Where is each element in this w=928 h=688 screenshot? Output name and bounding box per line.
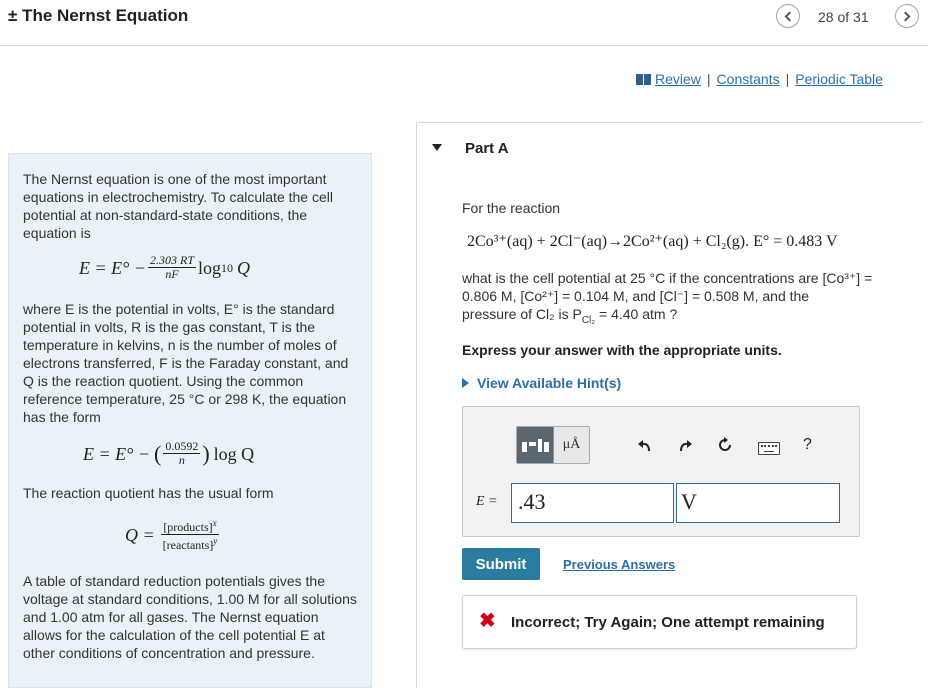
- eq1-log: log: [198, 257, 222, 278]
- question-line-1: what is the cell potential at 25 °C if the concentrations are [Co³⁺] =: [462, 270, 873, 286]
- math-toolbar: [516, 427, 590, 463]
- eq3-fraction: [161, 517, 220, 552]
- panel-divider: [416, 122, 417, 688]
- hint-label: View Available Hint(s): [477, 375, 622, 391]
- eq3-denominator: [reactants]: [162, 538, 214, 552]
- part-a-title[interactable]: Part A: [465, 140, 509, 157]
- question-line-3-end: = 4.40 atm ?: [595, 306, 678, 322]
- eq3-left: Q =: [125, 524, 155, 545]
- templates-icon-bar: [522, 442, 527, 452]
- page-title: ± The Nernst Equation: [8, 6, 189, 25]
- question-line-3: [462, 305, 918, 330]
- intro-paragraph-3: The reaction quotient has the usual form: [23, 485, 274, 501]
- submit-button[interactable]: Submit: [462, 548, 540, 580]
- answer-label: E =: [476, 494, 498, 509]
- part-divider: [418, 122, 923, 123]
- templates-icon: [522, 439, 549, 452]
- eq1-numerator: 2.303 RT: [149, 253, 194, 267]
- help-icon[interactable]: ?: [803, 436, 812, 453]
- intro-paragraph-1: The Nernst equation is one of the most important equations in electrochemistry. To calculate the cell potential at non-standard-state conditions, the equation is: [23, 171, 333, 241]
- chevron-right-icon: [901, 11, 911, 21]
- header: [0, 0, 928, 46]
- next-button[interactable]: [895, 4, 919, 28]
- answer-value-input[interactable]: .43: [511, 483, 674, 523]
- templates-button[interactable]: [517, 427, 553, 463]
- resource-links: [636, 71, 883, 87]
- eq3-numerator: [products]: [163, 520, 213, 534]
- eq1-q: Q: [237, 257, 251, 278]
- chevron-left-icon: [785, 11, 795, 21]
- question-text: [462, 269, 918, 330]
- review-link[interactable]: Review: [655, 71, 701, 87]
- templates-icon-bar: [544, 442, 549, 452]
- collapse-triangle-icon[interactable]: [432, 144, 442, 151]
- link-separator: |: [785, 71, 790, 87]
- reset-icon[interactable]: [713, 433, 737, 457]
- eq2-numerator: 0.0592: [165, 439, 199, 453]
- nernst-equation-298k: [83, 440, 254, 467]
- book-icon: [636, 74, 651, 85]
- question-line-2: 0.806 M, [Co²⁺] = 0.104 M, and [Cl⁻] = 0.508 M, and the: [462, 288, 810, 304]
- eq2-paren-open: (: [153, 440, 162, 466]
- reaction-equation: 2Co³⁺(aq) + 2Cl⁻(aq)→2Co²⁺(aq) + Cl₂(g). E° = 0.483 V: [467, 233, 838, 250]
- redo-icon[interactable]: [673, 433, 697, 457]
- keyboard-icon[interactable]: [758, 442, 780, 455]
- eq2-log-q: log Q: [213, 443, 255, 464]
- constants-link[interactable]: Constants: [716, 71, 780, 87]
- intro-paragraph-4: A table of standard reduction potentials gives the voltage at standard conditions, 1.00 M for all solutions and 1.00 atm for all gases. The Nernst equation allows for the calculation of the cell potential E at other conditions of concentration and pressure.: [23, 573, 357, 661]
- eq1-fraction: [148, 254, 196, 281]
- undo-icon[interactable]: [633, 433, 657, 457]
- templates-icon-bar: [529, 442, 536, 446]
- eq3-den-exponent: y: [213, 536, 218, 546]
- units-button[interactable]: μÅ: [553, 427, 589, 463]
- eq2-left: E = E° −: [83, 443, 150, 464]
- intro-paragraph-2: where E is the potential in volts, E° is the standard potential in volts, R is the gas constant, T is the temperature in kelvins, n is the number of moles of electrons transferred, F is the Faraday constant, and Q is the reaction quotient. Using the common reference temperature, 25 °C or 298 K, the equation has the form: [23, 301, 349, 425]
- feedback-message: Incorrect; Try Again; One attempt remaining: [511, 614, 825, 631]
- periodic-table-link[interactable]: Periodic Table: [795, 71, 883, 87]
- expand-triangle-icon: [462, 378, 469, 388]
- templates-icon-bar: [538, 439, 542, 452]
- view-hints-link[interactable]: [462, 375, 621, 391]
- incorrect-icon: ✖: [479, 610, 496, 632]
- eq2-fraction: [163, 440, 200, 467]
- question-line-3-start: pressure of Cl₂ is P: [462, 306, 582, 322]
- question-lead: For the reaction: [462, 200, 561, 216]
- eq1-left: E = E° −: [79, 257, 146, 278]
- eq1-log-base: 10: [221, 260, 234, 275]
- eq2-denominator: n: [178, 453, 185, 467]
- intro-panel: [8, 153, 372, 688]
- answer-unit-input[interactable]: V: [676, 483, 840, 523]
- page-counter: 28 of 31: [818, 9, 869, 25]
- nernst-equation-general: [79, 254, 250, 281]
- feedback-box: [462, 595, 857, 649]
- answer-instruction: Express your answer with the appropriate units.: [462, 342, 782, 358]
- toolbar-group: [516, 426, 590, 464]
- eq3-num-exponent: x: [212, 518, 217, 528]
- previous-answers-link[interactable]: Previous Answers: [563, 557, 676, 572]
- eq1-denominator: nF: [165, 267, 179, 281]
- eq2-paren-close: ): [202, 440, 210, 466]
- pressure-subscript: Cl₂: [581, 314, 596, 326]
- previous-button[interactable]: [776, 4, 800, 28]
- link-separator: |: [706, 71, 711, 87]
- reaction-quotient-equation: [125, 517, 221, 552]
